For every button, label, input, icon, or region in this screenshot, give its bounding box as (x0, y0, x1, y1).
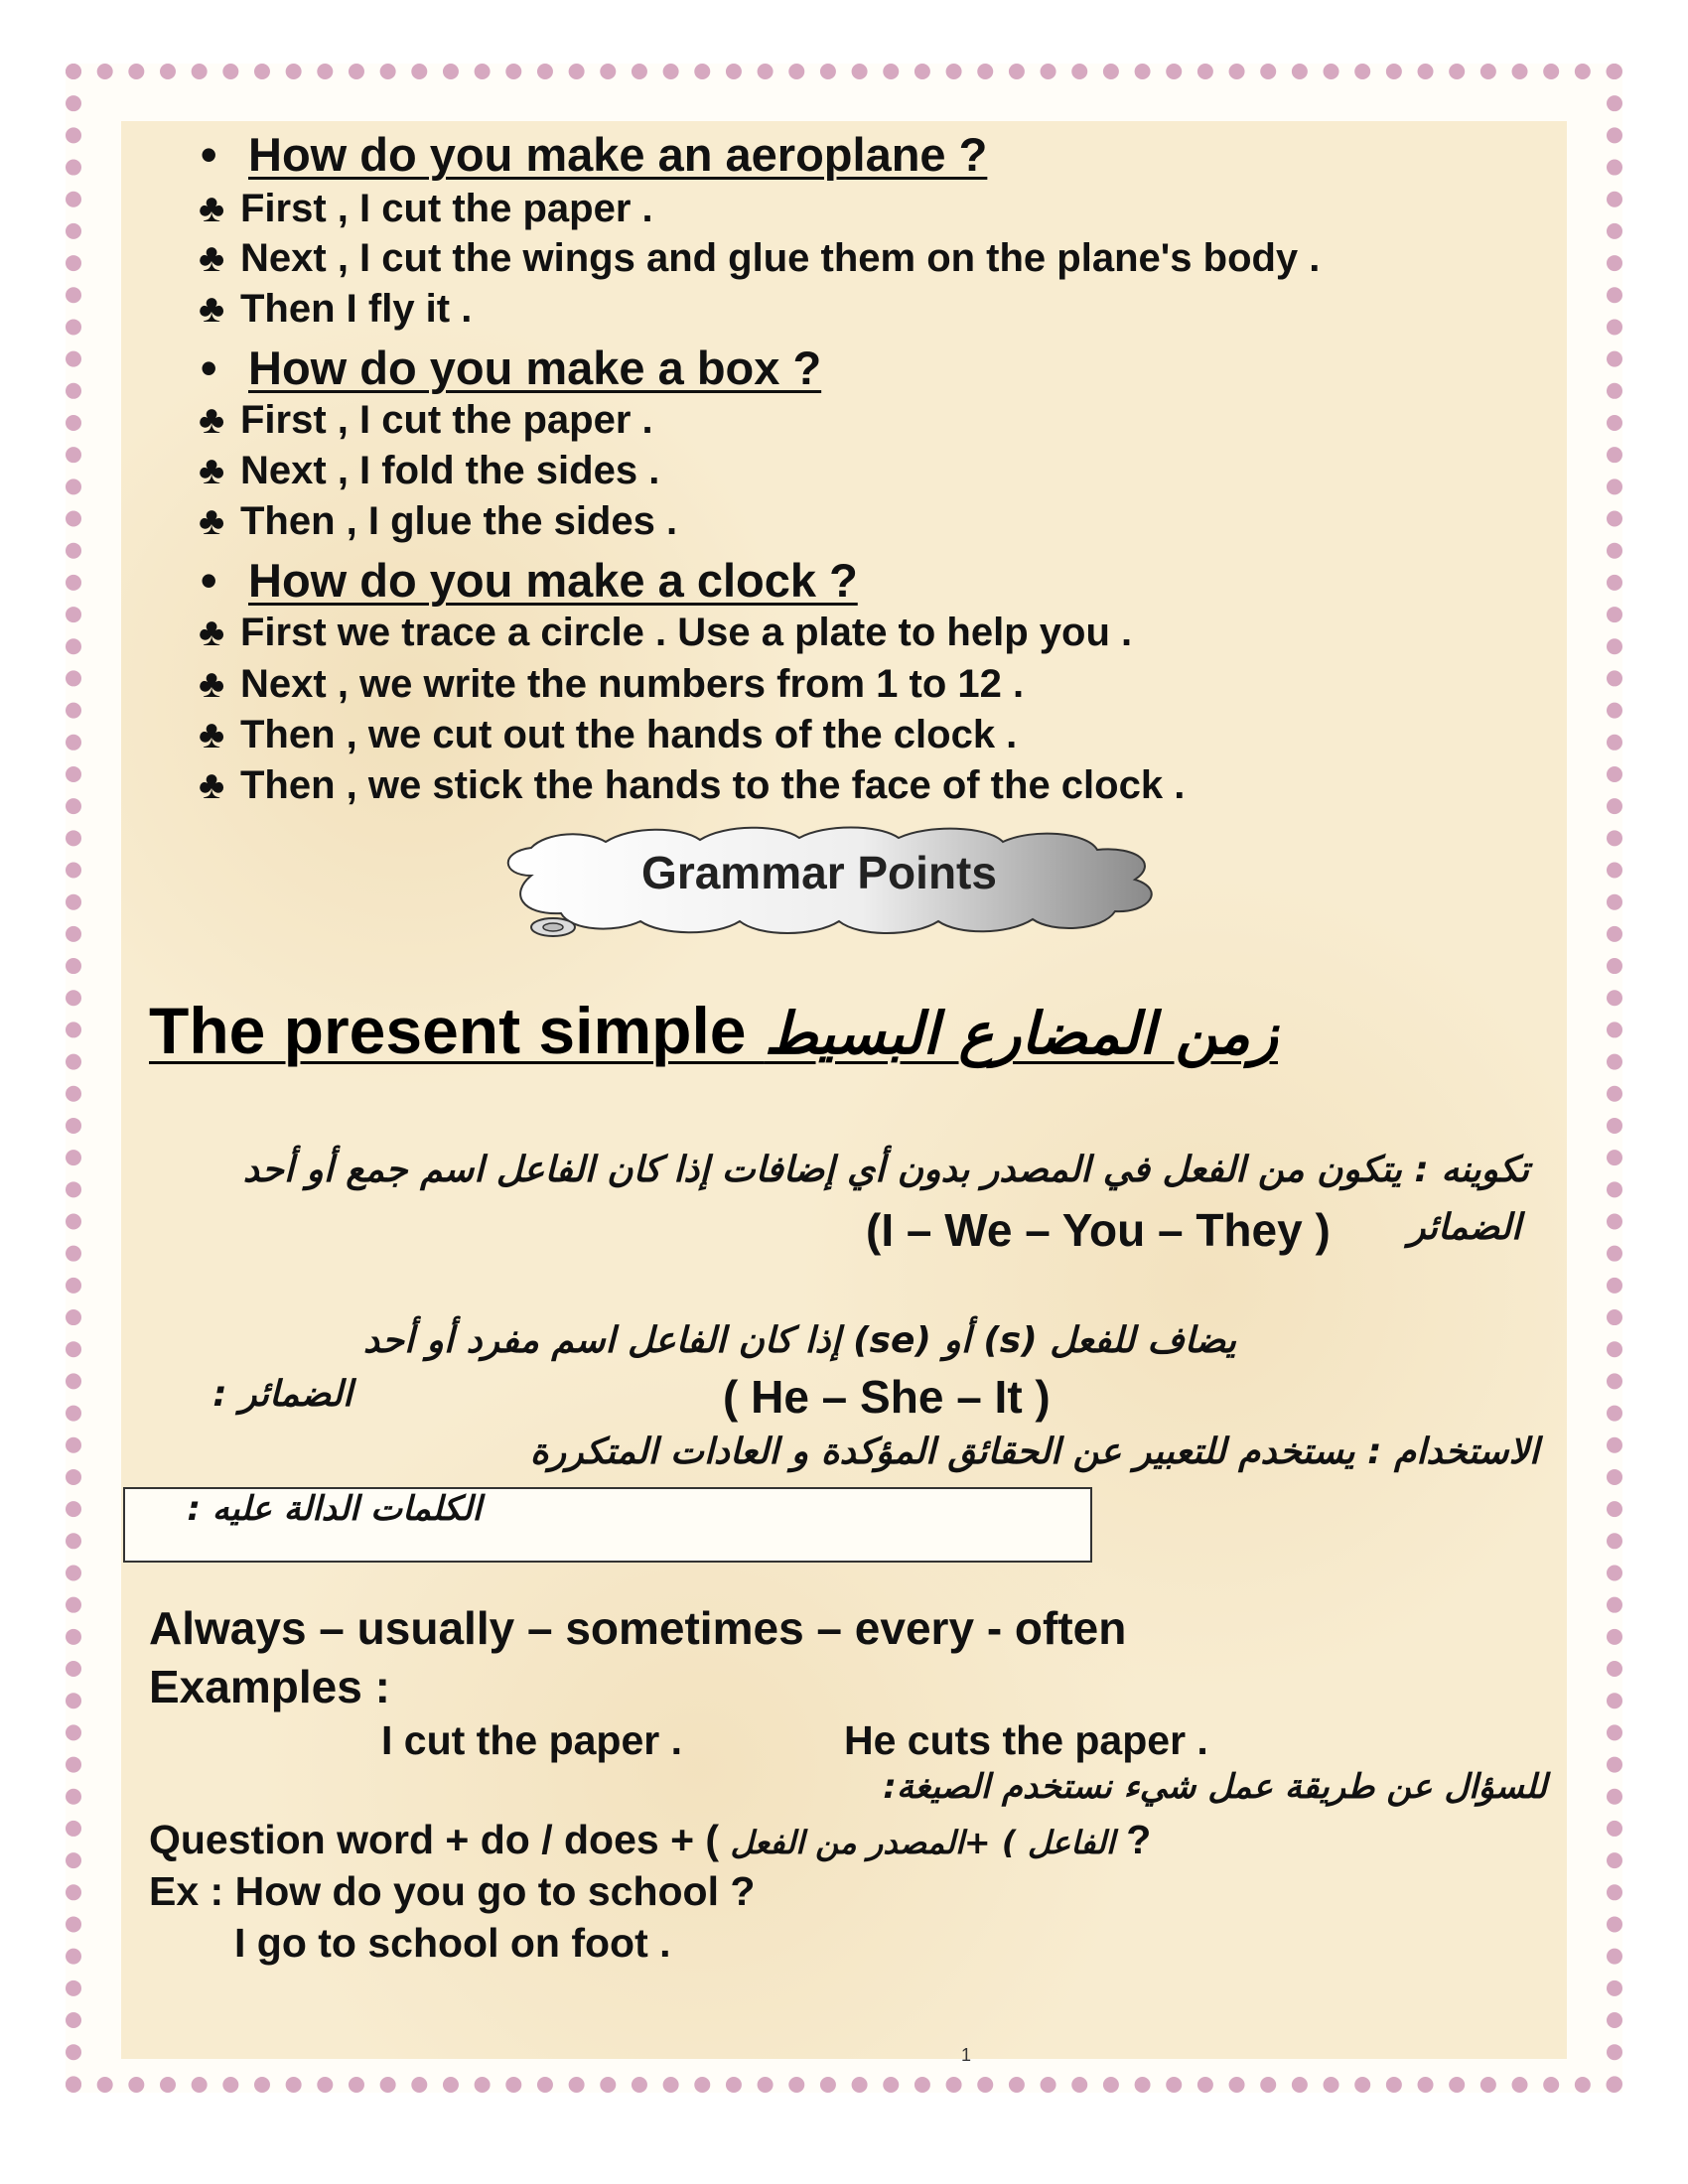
question-heading: • How do you make an aeroplane ? (201, 128, 988, 181)
club-icon: ♣ (199, 449, 225, 492)
club-icon: ♣ (199, 713, 225, 756)
question-heading: • How do you make a box ? (201, 341, 822, 394)
question-formula: Question word + do / does + ( الفاعل ) +المصدر من الفعل ? (149, 1817, 1152, 1862)
keywords-label: الكلمات الدالة عليه : (187, 1489, 482, 1529)
club-icon: ♣ (199, 398, 225, 442)
club-icon: ♣ (199, 187, 225, 230)
bullet-icon: • (201, 128, 217, 181)
step-item: ♣ Next , I cut the wings and glue them on the plane's body . (199, 236, 1321, 280)
step-item: ♣ First , I cut the paper . (199, 187, 653, 230)
cloud-label: Grammar Points (641, 847, 997, 898)
bullet-icon: • (201, 341, 217, 394)
step-item: ♣ First we trace a circle . Use a plate to help you . (199, 611, 1133, 654)
example-sentence: I cut the paper . (381, 1717, 682, 1763)
page-title: The present simple زمن المضارع البسيط (149, 994, 1278, 1067)
step-item: ♣ Next , we write the numbers from 1 to 12 . (199, 662, 1025, 706)
club-icon: ♣ (199, 236, 225, 280)
keywords-list: Always – usually – sometimes – every - often (149, 1602, 1127, 1654)
singular-pronouns-label: الضمائر : (212, 1374, 352, 1415)
club-icon: ♣ (199, 662, 225, 706)
step-item: ♣ Then I fly it . (199, 287, 473, 331)
step-item: ♣ Then , we stick the hands to the face of the clock . (199, 763, 1186, 807)
formation-pronouns-label: الضمائر (1408, 1207, 1521, 1248)
example-sentence: He cuts the paper . (844, 1717, 1208, 1763)
singular-pronouns: ( He – She – It ) (723, 1371, 1051, 1423)
singular-rule-line: يضاف للفعل (s) أو (se) إذا كان الفاعل اسم مفرد أو أحد (362, 1320, 1236, 1361)
question-heading: • How do you make a clock ? (201, 554, 858, 607)
club-icon: ♣ (199, 499, 225, 543)
bullet-icon: • (201, 554, 217, 607)
page-number: 1 (961, 2045, 972, 2065)
formation-rule-line: تكوينه : يتكون من الفعل في المصدر بدون أي إضافات إذا كان الفاعل اسم جمع أو أحد (242, 1150, 1529, 1190)
usage-rule-line: الاستخدام : يستخدم للتعبير عن الحقائق المؤكدة و العادات المتكررة (529, 1432, 1539, 1472)
club-icon: ♣ (199, 611, 225, 654)
grammar-points-cloud (492, 824, 1172, 943)
step-item: ♣ Next , I fold the sides . (199, 449, 660, 492)
club-icon: ♣ (199, 763, 225, 807)
example-question: Ex : How do you go to school ? (149, 1868, 756, 1914)
plural-pronouns: (I – We – You – They ) (866, 1204, 1331, 1256)
example-answer: I go to school on foot . (234, 1920, 671, 1966)
step-item: ♣ First , I cut the paper . (199, 398, 653, 442)
examples-label: Examples : (149, 1661, 390, 1712)
step-item: ♣ Then , I glue the sides . (199, 499, 678, 543)
step-item: ♣ Then , we cut out the hands of the clock . (199, 713, 1018, 756)
club-icon: ♣ (199, 287, 225, 331)
question-form-label: للسؤال عن طريقة عمل شيء نستخدم الصيغة: (883, 1767, 1547, 1807)
